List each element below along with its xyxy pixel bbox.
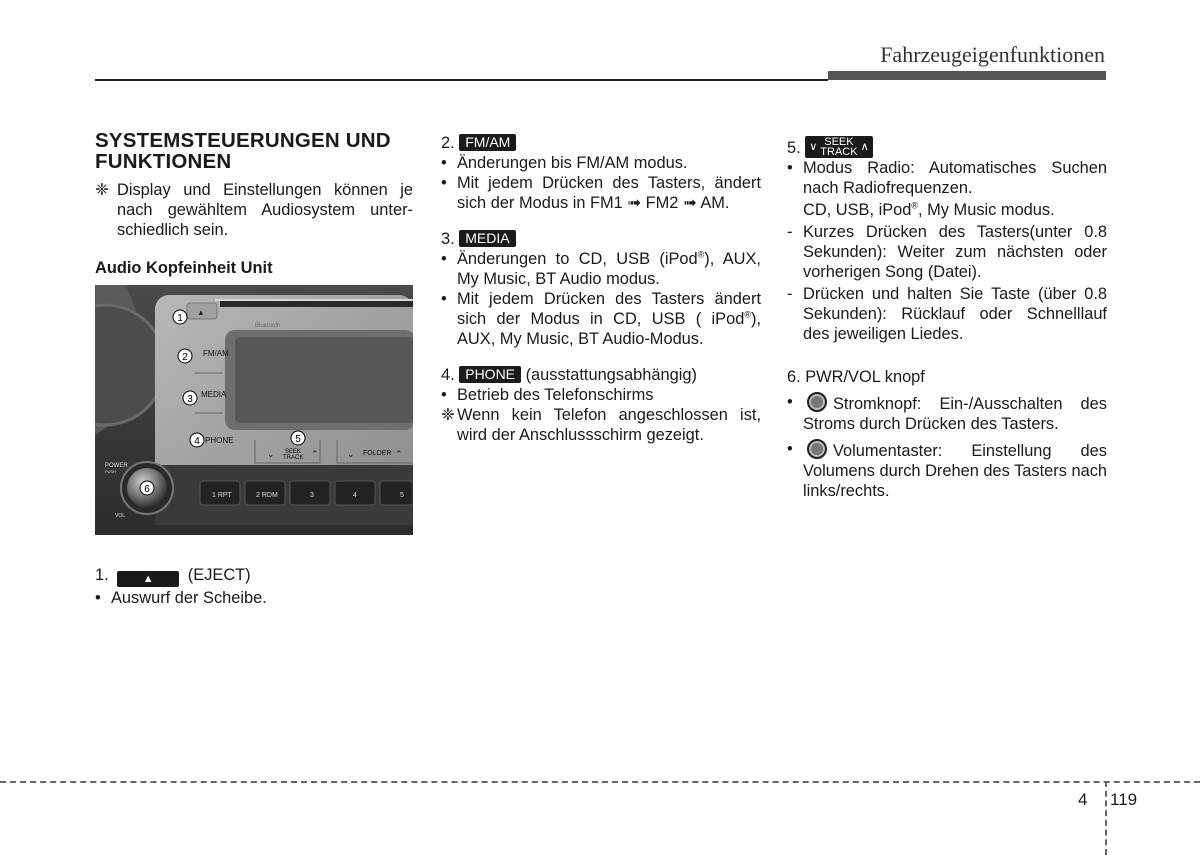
callout-4: 4 <box>194 436 200 447</box>
page-number: 119 <box>1110 790 1138 809</box>
seek-track-button-badge: ∨ SEEK TRACK ∧ <box>805 136 872 158</box>
subheading: Audio Kopfeinheit Unit <box>95 259 273 277</box>
note <box>95 180 413 240</box>
preset-3: 3 <box>310 492 314 499</box>
chevron-down-icon: ∨ <box>809 141 818 153</box>
header-rule <box>95 79 828 81</box>
running-header-title: Fahrzeugeigenfunktionen <box>880 42 1105 67</box>
radio-track-label: TRACK <box>283 455 304 461</box>
fmam-button-badge: FM/AM <box>459 134 516 151</box>
header-rule-bar <box>828 71 1106 80</box>
media-button-badge: MEDIA <box>459 230 515 247</box>
dash-item: - Kurzes Drücken des Tasters(unter 0.8 Sekunden): Weiter zum nächsten oder vorherigen Song (Datei). <box>787 223 1107 281</box>
list-item: • Modus Radio: Automatisches Suchen nach Radiofrequenzen. <box>787 159 1107 197</box>
eject-icon: ▲ <box>197 308 205 317</box>
list-item: • Änderungen to CD, USB (iPod®), AUX, My Music, BT Audio modus. <box>441 249 761 288</box>
knob-icon <box>807 439 827 459</box>
note-mark-icon: ❈ <box>95 181 109 199</box>
seek-up-icon: ⌃ <box>311 449 319 459</box>
seek-down-icon: ⌄ <box>267 449 275 459</box>
note: ❈ Wenn kein Telefon angeschlossen ist, wird der Anschlussschirm gezeigt. <box>441 406 761 444</box>
bluetooth-logo: Bluetooth <box>255 323 281 329</box>
eject-number: 1. <box>95 566 109 584</box>
radio-power-label: POWER <box>105 463 128 469</box>
footer-divider <box>1105 781 1107 855</box>
list-item: • Volumentaster: Einstellung des Volumens durch Drehen des Tasters nach links/rechts. <box>787 440 1108 500</box>
column-1 <box>95 130 413 278</box>
list-item: • Betrieb des Telefonschirms <box>441 386 654 404</box>
radio-fmam-button: FM/AM <box>203 349 229 358</box>
chapter-number: 4 <box>1078 790 1088 809</box>
callout-6: 6 <box>144 484 150 495</box>
display-screen <box>235 337 413 423</box>
section-5-heading: 5. ∨ SEEK TRACK ∧ <box>787 136 1107 158</box>
folder-up-icon: ⌃ <box>395 449 403 459</box>
dash-item: - Drücken und halten Sie Taste (über 0.8 Sekunden): Rücklauf oder Schnelllauf des jeweiligen Liedes. <box>787 285 1107 343</box>
radio-vol-label: VOL <box>115 513 126 519</box>
section-heading: SYSTEMSTEUERUNGEN UND FUNKTIONEN <box>95 129 391 173</box>
folder-down-icon: ⌄ <box>347 449 355 459</box>
section-3-heading: 3. MEDIA <box>441 229 761 249</box>
knob-icon <box>807 392 827 412</box>
column-2 <box>441 133 761 445</box>
radio-folder-label: FOLDER <box>363 450 392 457</box>
radio-push-label: PUSH <box>105 469 117 474</box>
column-3 <box>787 136 1107 501</box>
list-item: • Mit jedem Drücken des Tasters, ändert sich der Modus in FM1 ➟ FM2 ➟ AM. <box>441 174 761 212</box>
preset-2: 2 RDM <box>256 492 278 499</box>
list-item: • Änderungen bis FM/AM modus. <box>441 154 688 172</box>
callout-5: 5 <box>295 434 301 445</box>
phone-button-badge: PHONE <box>459 366 521 383</box>
callout-1: 1 <box>177 313 183 324</box>
radio-seek-label: SEEK <box>285 449 302 455</box>
note-mark-icon: ❈ <box>441 406 455 424</box>
preset-4: 4 <box>353 492 357 499</box>
callout-2: 2 <box>182 352 188 363</box>
section-6-heading: 6. PWR/VOL knopf <box>787 368 925 386</box>
note-text: Display und Einstellungen können je nach gewähltem Audiosystem unter-schiedlich sein. <box>117 181 413 239</box>
eject-icon: ▲ <box>117 571 179 587</box>
radio-phone-button: PHONE <box>205 436 234 445</box>
callout-3: 3 <box>187 394 193 405</box>
chevron-up-icon: ∧ <box>860 141 869 153</box>
preset-5: 5 <box>400 492 404 499</box>
list-item: • Stromknopf: Ein-/Ausschalten des Stroms durch Drücken des Tasters. <box>787 393 1107 433</box>
section-4-heading: 4. PHONE (ausstattungsabhängig) <box>441 366 697 384</box>
list-item-continuation: CD, USB, iPod®, My Music modus. <box>803 200 1055 219</box>
eject-label: (EJECT) <box>187 566 251 584</box>
head-unit-illustration <box>95 285 413 535</box>
audio-head-unit-image <box>95 285 413 535</box>
preset-buttons <box>200 481 413 505</box>
eject-item <box>95 565 251 587</box>
list-item: • Mit jedem Drücken des Tasters ändert sich der Modus in CD, USB ( iPod®), AUX, My Music, BT Audio-Modus. <box>441 290 761 348</box>
footer-rule <box>0 781 1200 783</box>
radio-media-button: MEDIA <box>201 390 227 399</box>
eject-description: • Auswurf der Scheibe. <box>95 589 267 607</box>
section-2-heading: 2. FM/AM <box>441 133 761 153</box>
preset-1: 1 RPT <box>212 492 232 499</box>
